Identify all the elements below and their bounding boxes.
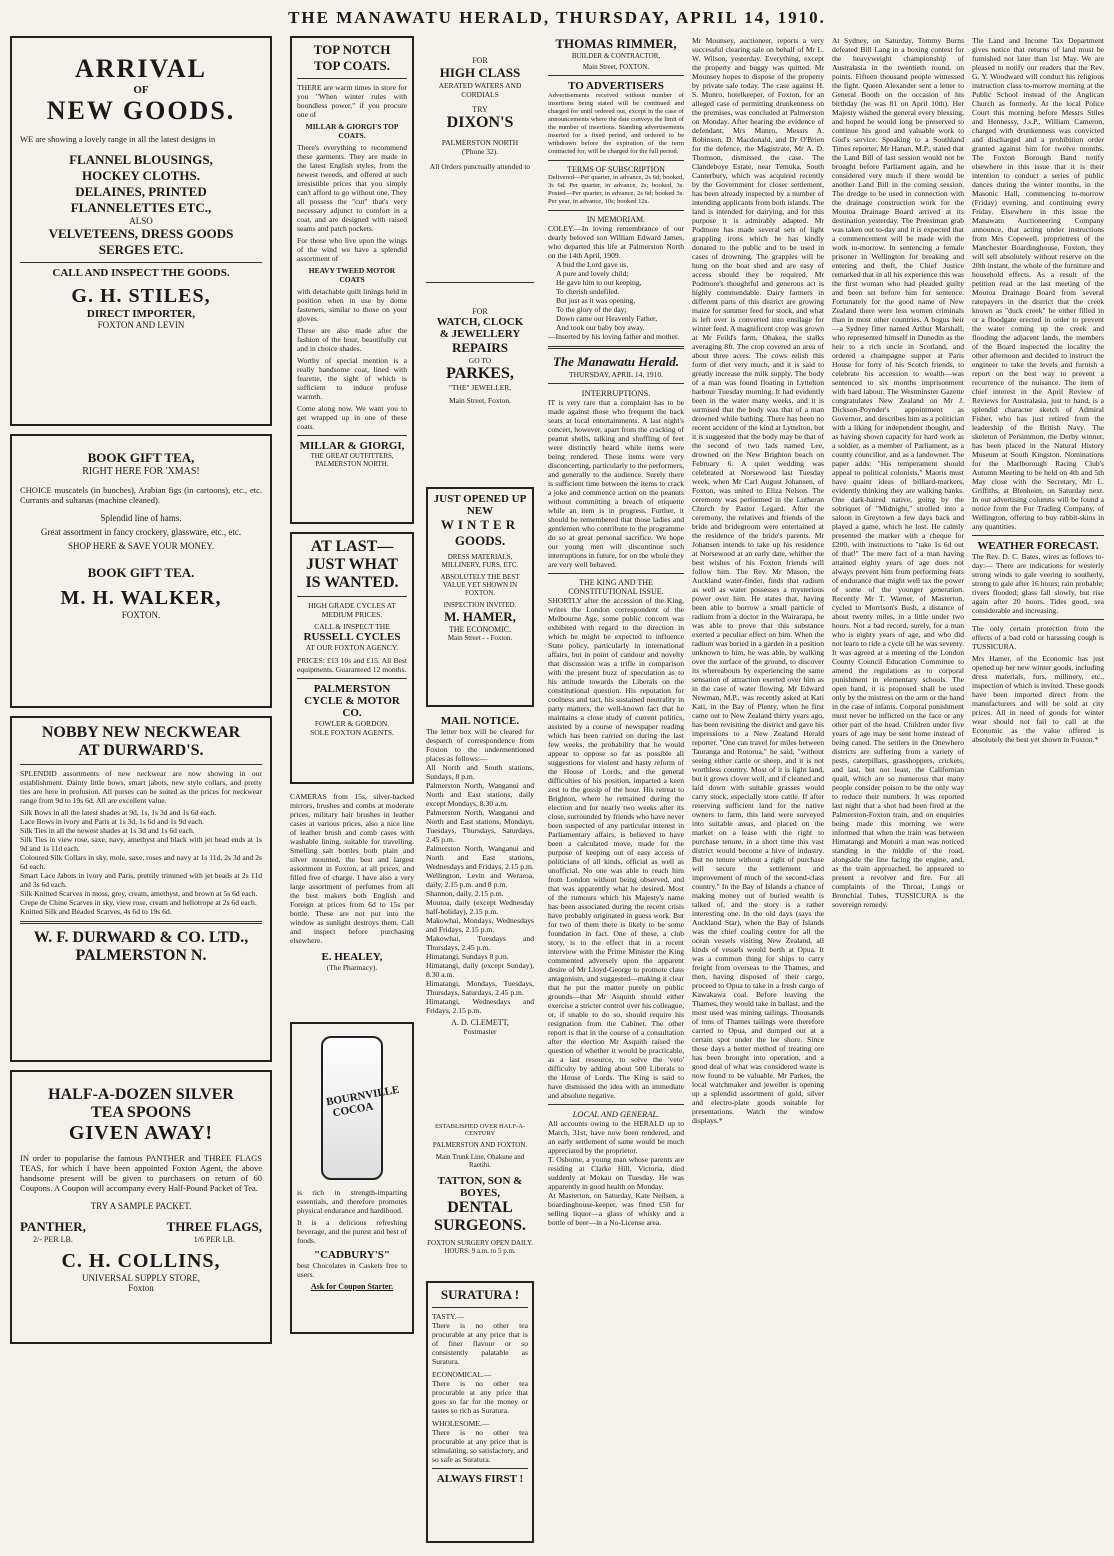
column-6 [832,36,964,1546]
ad-line: ESTABLISHED OVER HALF-A-CENTURY [434,1123,526,1137]
ad-line: HIGH GRADE CYCLES AT MEDIUM PRICES. [308,601,396,619]
ad-loc: PALMERSTON N. [75,947,207,964]
verse-line: To the glory of the day; [556,305,627,314]
mail-body: The letter box will be cleared for despatch of correspondence from Foxton to the undermentioned places as follows:— [426,727,534,763]
coupon-link: Ask for Coupon Starter. [310,1282,394,1291]
ad-line: Crepe de Chine Scarves in sky, view rose, cream and heliotrope at 2s 6d each. [20,898,257,907]
verse-line: He gave him to our keeping, [556,278,642,287]
tin-label: BOURNVILLE COCOA [325,1083,401,1120]
ad-body: IN order to popularise the famous PANTHER and THREE FLAGS TEAS, for which I have been appointed Foxton Agent, the above handsome present will be given to purchasers on return of 60 Coupons. A Coupon will accompany every Half-Pound Packet of Tea. [20,1153,262,1193]
ad-loc: Main Street, Foxton. [448,396,512,405]
price: 1/6 PER LB. [193,1235,235,1244]
brand: THREE FLAGS, [166,1219,262,1234]
mail-line: All North and South stations, Sundays, 8 p.m. [426,763,534,781]
item: FLANNEL BLOUSINGS, [69,152,213,167]
ad-name: TATTON, SON & BOYES, [437,1175,523,1199]
article-body: The only certain protection from the effects of a bad cold or harassing cough is TUSSICURA. [972,624,1104,651]
ad-loc: Main Street, FOXTON. [582,63,650,71]
ad-line: FOR [472,307,488,316]
ad-line: Splendid line of hams. [100,513,182,523]
ad-body: CHOICE muscatels (in bunches), Arabian figs (in cartoons), etc., etc. Currants and sultanas (machine cleaned). [20,485,262,505]
ad-title: NEW [466,505,494,517]
ad-hamer [426,487,534,707]
article-body: At Masterton, on Saturday, Kate Neilsen, a boardinghouse-keeper, was fined £50 for selling liquor—a glass of whisky and a bottle of beer—in a No-License area. [548,1191,684,1227]
notice-title: TO ADVERTISERS [568,80,664,92]
item: VELVETEENS, DRESS GOODS [48,226,234,241]
ad-title: BOOK GIFT TEA, [87,450,195,465]
ad-body: WE are showing a lovely range in all the latest designs in [20,134,216,144]
ad-collins [10,1070,272,1344]
ad-line: RUSSELL CYCLES [303,631,401,643]
ad-loc: FOXTON AND LEVIN [97,320,185,330]
ad-sub: (The Pharmacy). [326,963,378,972]
notice-title: IN MEMORIAM. [586,215,646,224]
ad-body: These are also made after the fashion of the hour, beautifully cut and in choice shades. [297,326,407,353]
verse-line: A pure and lovely child; [556,269,629,278]
ad-line: Silk Knitted Scarves in moss, grey, cream, amethyst, and brown at 5s 6d each. [20,889,258,898]
ad-body: is rich in strength-imparting essentials, and therefore promotes physical endurance and hardihood. [297,1188,407,1215]
column-2 [290,36,414,1546]
verse-line: A bud the Lord gave us, [556,260,629,269]
notice-body: COLEY.—In loving remembrance of our dearly beloved son William Edward James, who departed this life at Palmerston North on the 14th April, 1909. [548,224,684,260]
ad-sub: FOWLER & GORDON. [314,719,390,728]
notice-body: Delivered—Per quarter, in advance, 2s 6d; booked, 3s 6d. Per quarter, in advance, 2s; booked, 3s. Posted—Per quarter, in advance, 2s 6d; booked 3s. Per year, in advance, 10s; booked 12s. [548,174,684,205]
ad-sub: DIRECT IMPORTER, [86,308,196,320]
ad-head: ECONOMICAL.— [432,1370,492,1379]
mail-line: Palmerston North, Wanganui and North and East stations, daily except Mondays, 8.30 a.m. [426,781,534,808]
tea-brands [20,1219,262,1244]
ad-durward [10,716,272,1062]
ad-body: Worthy of special mention is a really handsome coat, lined with fearette, the sight of which is sufficient to induce profuse warmth. [297,356,407,401]
ad-title: HIGH CLASS [439,65,521,80]
mail-line: Palmerston North, Wanganui and North and East stations, Mondays, Tuesdays, Thursdays, Saturdays, 2.45 p.m. [426,808,534,844]
ad-line: FOR [472,56,488,65]
ad-title: & JEWELLERY [439,328,521,340]
ad-title: JUST WHAT [305,556,399,573]
verse-line: To cherish undefiled. [556,287,620,296]
article-body: The Land and Income Tax Department gives notice that returns of land must be furnished not later than 1st May. We are pleased to notify our readers that the Rev. G. Y. Woodward will conduct his religious instruction class to-morrow morning at the Public School instead of the Anglican Church as formerly. At the local Police Court this morning before Messrs Stiles and Hennessy, J.s.P., William Cameron, charged with drunkenness was convicted and discharged and a prohibition order granted against him for twelve months. The Foxton Borough Band notify elsewhere in this issue that it is their intention to conduct a series of public dances during the winter months, in the Masonic Hall, commencing to-morrow (Friday) evening, and continuing every Friday. Elsewhere in this issue the Manawatu Auctioneering Company announce, that acting under instructions from Mrs Copewell, proprietress of the Manchester Boardinghouse, Foxton, they will sell absolutely without reserve on the 20th instant, the whole of the furniture and household effects. As a result of the petition read at the last meeting of the Moutoa Drainage Board from several ratepayers in the district that the creek known as "duck creek" be either filled in or a floodgate erected in order to prevent the water coming up the creek and flooding the adjacent lands, the members of the Board inspected the locality the other afternoon and decided to instruct the engineer to take the levels and furnish a report on the best way to prevent a recurrence of the nuisance. The item of chief interest in the April Review of Reviews for Australasia, just to hand, is a splendid character sketch of Admiral Fisher, who has just retired from the leadership of the British Navy. The skeleton of Persimmon, the Derby winner, has been placed in the Natural History Museum at South Kingston. Nominations for the Marlborough Racing Club's Autumn Meeting to be held on 4th and 5th May close with the Secretary, Mr L. Griffiths, at Blenheim, on Saturday next. In our advertising columns will be found a notice from the Fur Trading Company, of Wellington, offering to buy rabbit-skins in any quantities. [972,36,1104,531]
mail-sign: A. D. CLEMETT, [451,1018,509,1027]
mail-line: Shannon, daily, 2.15 p.m. [426,889,504,898]
ad-rimmer [548,36,684,71]
ad-name: M. H. WALKER, [60,587,222,609]
ad-walker [10,434,272,708]
brand: "CADBURY'S" [313,1249,390,1261]
article-body: At Sydney, on Saturday, Tommy Burns defeated Bill Lang in a boxing contest for the heavyweight championship of Australasia in the twentieth round, on points. Fifteen thousand people witnessed the fight. Queen Alexander sent a letter to General Booth on the occasion of his birthday (he was 81 on April 10th). Her Majesty wished the general every blessing, and hoped he would long be preserved to continue his good and valuable work to God's service. Speaking to a Southland Times reporter, Mr Hanan, M.P., stated that the Land Bill of last session would not be brought before Parliament again, and he considered very much if there would be another Land Bill in the coming session. The dredge to be used in connection with the drainage construction work for the Moutoa Drainage Board arrived at its destination yesterday. The Preestman grab was taken out to-day and it is expected that a commencement will be made with the work to-morrow. In sentencing a female prisoner in Wellington for breaking and entering and theft, the Chief Justice remarked that in all his experience this was the first woman who had pleaded guilty and been set before him for sentence. Fortunately for the good name of New Zealand there were less women criminals than in most other countries. A bogus heir—a Sydney fitter named Arthur Marshall, who represented himself in Dunedin as the heir to a rich uncle in Scotland, and ordered a champagne supper at Paris House for forty of his Scotch friends, to celebrate his accession to wealth—was sentenced to six months imprisonment with hard labour. The Westminster Gazette congratulates New Zealand on Mr J. Dickson-Poynder's appointment as Governor, and describes him as a politician with a liking for independent thought, and as having shown capacity for hard work as a soldier, as a member of Parliament, as a county councillor, and as a landowner. The paper adds: "His temperament should appeal to political colonists." Maoris must have quaint ideas of billiard-markers, evidently thinking they are walking banks. One dark-haired native, going by the sobriquet of "Midnight," strolled into a saloon in Greytown a few days back and played a game, which he lost. He calmly presented the marker with a cheque for £200, with instructions to "take 1s 6d out of that!" The mere fact of a man having attained eighty years of age does not always prevent him from performing feats of endurance that might well tax the power of some of the younger generation. Recently Mr T. Warner, of Masterton, cycled to Morrison's Bush, a distance of about twenty miles, in a little under two hours. Not a bad record, surely, for a man who is eighty years of age, and who did not learn to ride a cycle till he was seventy. It was agreed at a meeting of the London County Council Education Committee to amend the regulations as to corporal punishment in elementary schools. The open hand, it is proposed shall be used only by the mistress on the arm or the hand in the case of infants. Corporal punishment must never be inflicted on the face or any other part of the head. Children under five years of age may be sent home instead of being caned. The settlers in the Onewhero districts are suffering from a variety of pests, caterpillars, grasshoppers, crickets, and last, but not least, the Californian quail, which are so numerous that many people consider poison to be the only way to reduce their numbers. It was reported last night that a shot had been fired at the Palmerston-Foxton train, and on enquiries being made this morning we were informed that when the train was between Himatangi and Motuiti a man was noticed standing in the middle of the road, alongside the line facing the engine, and, as the train approached, he appeared to present a revolver and fire. For all complaints of the Throat, Lungs or Bronchial Tubes, TUSSICURA is the sovereign remedy. [832,36,964,909]
ad-loc: SOLE FOXTON AGENTS. [310,728,394,737]
ad-loc: PALMERSTON NORTH [441,138,519,147]
mail-line: Himatangi, Sundays 8 p.m. [426,952,509,961]
ad-line: HOURS: 9 a.m. to 5 p.m. [444,1247,516,1255]
article-title: THE KING AND THE CONSTITUTIONAL ISSUE. [568,578,664,596]
ad-line: TRY [472,105,488,114]
ad-name: M. HAMER, [444,609,516,624]
paper-date: THURSDAY, APRIL 14, 1910. [569,370,663,379]
ad-name: W. F. DURWARD & CO. LTD., [33,929,249,946]
article-title: LOCAL AND GENERAL. [572,1109,660,1119]
paper-title: The Manawatu Herald. [552,354,680,369]
article-body: All accounts owing to the HERALD up to March, 31st, have now been rendered, and an early settlement of same would be much appreciated by the proprietor. [548,1119,684,1155]
article-body: Mrs Hamer, of the Economic has just opened up her new winter goods, including dress materials, furs, millinery, etc., inspection of which is invited. These goods have been imported direct from the manufacturers and will be sold at city prices. All in need of goods for winter wear should not fail to call at the Economic as the value offered is absolutely the best yet shown in Foxton.* [972,654,1104,744]
ad-title: TOP COATS. [313,58,391,73]
ad-body: There is no other tea procurable at any price that is stimulating, so satisfactory, and so safe as Suratura. [432,1428,528,1464]
notice-body: Advertisements received without number of insertions being stated will be continued and charged for until ordered out, except in the case of announcements where the date conveys the limit of the number of insertions. Standing advertisements inserted for a fixed period, and ordered to be withdrawn before the expiration of the term contracted for, will be charged for the full period. [548,92,684,155]
item: DELAINES, PRINTED [75,184,207,199]
mail-line: Himatangi, Wednesdays and Fridays, 2.15 p.m. [426,997,534,1015]
article-body: Mr Mounsey, auctioneer, reports a very successful clearing sale on behalf of Mr L. W. Wilson, yesterday. Everything, except the property and buggy was quitted. Mr Mounsey hopes to dispose of the property by private sale today. The case against H. S. Munro, hotelkeeper, of Foxton, for an alleged case of permitting drunkenness on the premises, was concluded at Palmerston on Monday. After hearing the evidence of defendant, Mrs Munro, Messrs A. Robinson, D. Macdonald, and Dr O'Brien for the defence, the Magistrate, Mr A. D. Thomson, dismissed the case. The Clandeboye Estate, near Temuka, South Canterbury, which was acquired recently by the Government for closer settlement, has been already inspected by a number of intending applicants from both islands. The land is intended for dairying, and for this purpose it is admirably adapted. Mr Podmore has made several sets of light grappling irons which he has kindly donated to the public and to be used in cases of drowning. The grapples will be hung on the boat shed and are easy of access should they be required. Mr Podmore's thoughtful and generous act is highly commendable. Dairy farmers in different parts of this district are growing maize for summer feed for stock, and what is left over is converted into ensilage for winter feed. A magnificent crop was grown at Mr Feild's farm, Ohakea, the stalks averaging 8ft. The crop covered an area of about three acres. The cows relish this form of diet very much, and it is said to greatly increase the milk supply. The body of a man was found floating in Lyttelton harbour Tuesday morning. It had evidently been in the water many weeks, and it is surmised that the body was that of a man drowned while bathing. There has been no recent accident of the kind at Lyttelton, but it is suggested that the body may be that of the second of two lads named Lee, drowned on the New Brighton beach on February 6. A quiet wedding was celebrated at Norsewood last Tuesday week, when Mr Carl August Johansen, of Foxton, was united to Eliza Nelson. The ceremony was performed in the Lutheran Church by Pastor Legard. After the ceremony, the relatives and friends of the bride and bridegroom were entertained at the residence of the bride's parents. Mr Johansen intends to take up his residence at Norsewood at an early date, whither the best wishes of his Foxton friends will follow him. The Rev. Mr Mason, the Auckland water-finder, finds that radium as well as water possesses a mysterious power over him. He states that, having been able to borrow a small particle of radium from a doctor in the Wairarapa, he was able to prove that this substance exerted a peculiar effect on him. When the radium was buried in a garden in a position unknown to him, he was able, by walking over the surface of the ground, to discover its whereabouts by experiencing the same sensation of attraction exerted over him as in the case of water flowing. Mr Edward Newman, M.P., was recently asked at Kati Kati, in the Bay of Plenty, when he first came out to New Zealand thirty years ago, has been revisiting the district and gave his impressions to a New Zealand Herald reporter. "One can travel for miles between Tauranga and Rotorua," he said, "without seeing either cattle or sheep, and it is not worthless country. Most of it is light land, but it grows clover well, and if cleaned and laid down with suitable grasses would carry stock, especially store cattle. If after reserving sufficient land for the native owners to farm, this land were surveyed into suitable areas, and placed on the market on a lease with the right to purchase tenure, in a short time this vast district would become a hive of industry. But no tenure without a right of purchase will secure the settlement and improvement of much of the second-class country." In the Bay of Islands a chance of making money out of buried wealth is talked of, and the story is a rather interesting one. In the old days (says the Auckland Star), when the Bay of Islands was the chief coaling centre for all the ocean vessels visiting New Zealand, all kinds of vessels would berth at Opua. It was a common thing for ships to carry freight from overseas to the Thames, and then, having disposed of their cargo, proceed to Opua to take in a fresh cargo of Kawakawa coal. Before leaving the Thames, they would take in ballast, and the most used was mining tailings. Thousands of tons of Thames tailings were therefore carried to Opua, and dumped out at a certain spot under the lee shore. Since those days a better method of treating ore has been brought into operation, and a good deal of what was considered waste is now found to be valuable. Mr Parkes, the local watchmaker and jeweller is opening up a splendid assortment of gold, silver and electro-plate goods suitable for presentations. Watch the window displays.* [692,36,824,1125]
mail-title: MAIL NOTICE. [440,715,520,727]
ad-name: MILLAR & GIORGI, [299,440,405,452]
ad-title: AT DURWARD'S. [78,742,204,759]
ad-line: Smart Lace Jabots in ivory and Paris, prettily trimmed with jet beads at 2s 11d and 3s 6d each. [20,871,262,889]
ad-head: TASTY.— [432,1312,464,1321]
ad-loc: Foxton [128,1283,154,1293]
ad-foot: ALWAYS FIRST ! [436,1473,524,1485]
ad-sub: THE GREAT OUTFITTERS, [310,452,394,460]
ad-line: AT OUR FOXTON AGENCY. [305,643,399,652]
ad-name: G. H. STILES, [71,285,211,307]
cta: CALL AND INSPECT THE GOODS. [52,267,230,279]
ad-dixon [426,56,534,278]
ad-parkes [426,307,534,487]
ad-title: TEA SPOONS [90,1104,192,1121]
ad-suratura [426,1281,534,1543]
ad-line: Silk Bows in all the latest shades at 9d, 1s, 1s 3d and 1s 6d each. [20,808,217,817]
ad-title: DENTAL [447,1199,513,1216]
mail-line: Makowhai, Tuesdays and Thursdays, 2.45 p.m. [426,934,534,952]
article-title: INTERRUPTIONS. [581,388,651,398]
ad-stiles [10,36,272,426]
ad-loc: PALMERSTON NORTH. [315,460,389,468]
ad-healey [290,792,414,1022]
ad-title: JUST OPENED UP [433,493,527,505]
ad-line: All Orders punctually attended to [429,162,531,171]
mail-line: Wellington, Levin and Weraroa, daily, 2.15 p.m. and 8 p.m. [426,871,534,889]
ad-sub: AERATED WATERS AND CORDIALS [438,81,522,99]
ad-title: SURGEONS. [433,1217,527,1234]
ad-title: OF [133,84,149,96]
ad-body: SPLENDID assortments of new neckwear are now showing in our establishment. Dainty little bows, smart jabots, new style collars, and pretty ties are here in profusion. All purses can be suited as the prices for neckwear range from 9d to 19s 6d. All are excellent value. [20,769,262,805]
ad-body: with detachable quilt linings held in position when in use by dome fasteners, similar to those on your gloves. [297,287,407,323]
ad-line: GO TO [468,356,492,365]
verse-line: And took our baby boy away. [556,323,645,332]
verse [548,260,684,332]
article-body: SHORTLY after the accession of the King, writes the London correspondent of the Melbourne Age, some public concern was exhibited with regard to the direction in which he might be expected to influence State policy, particularly in international affairs, but in point of candour and novelty that discussion was a trifle in comparison with the present buzz of speculation as to his attitude towards the Liberals on the constitutional question. His reputation for coolness and tact, his sustained neutrality in party matters, the well-known fact that he maintains a close study of current politics, assisted by a course of newspaper reading which has been carried on during the last few weeks, the probability that he would appear to oppose so far as possible all suggestions for violent and hasty reform of the House of Lords, and the general difficulties of his position, imparted a keen zest to the gossip of the hour. His retreat to Brighton, where he remained during the election and for nearly two weeks after its close, surrounded by friends who have never been suspected of any particular interest in Parliamentary affairs, is believed to have been a calculated move, made for the purpose of keeping out of easy access of politicians of all kinds, official as well as unofficial. No one was able to reach him from London without being observed, and that was apparently what he desired. Most of the rumours which his Majesty's name has been associated during the recent crisis have probably originated in guess work. But for two of them there is likely to be some foundation in fact. One of these, a club story, is to the effect that in a recent interview with the Prime Minister the King commented adversely upon the apparent desire of Mr Lloyd-George to promote class antagonism, and suggested—making it clear that he put the matter purely on public grounds—that Mr Asquith should either exercise a stricter control over his colleague, or, if unable to do so, should require his resignation from the Cabinet. The other report is that in the course of a consultation after the election Mr Asquith raised the question of whether it would be practicable, as a last resource, to solve the 'veto' difficulty by adding about 500 Liberals to the House of Lords. The King is said to have dismissed the idea with an immediate and absolute negative. [548,596,684,1100]
mail-line: Palmerston North, Wanganui and North and East stations, Wednesdays and Fridays, 2.15 p.m. [426,844,534,871]
mail-notice [426,715,534,1123]
ad-title: REPAIRS [451,340,509,355]
ad-name: PALMERSTON CYCLE & MOTOR CO. [304,683,400,719]
item: FLANNELETTES ETC., [70,200,212,215]
ad-title: NEW GOODS. [46,96,236,125]
ad-line: CALL & INSPECT THE [314,622,390,631]
article-body: IT is very rare that a complaint has to be made against those who frequent the back seats at local entertainments. A last night's concert, however, apart from the cracking of peanut shells, talking and shuffling of feet were distinctly heard while items were being rendered. These items were very disconcerting, particularly to the performers, and generally to the audience. Surely there is sufficient time between the items to crack a joke and commence action on the peanuts without committing a breach of etiquette while an item is in progress. Further, it should be remembered that those ladies and gentlemen who contribute to the programme do so at great personal sacrifice. We hope our young men will discontinue such interruptions in future, for on the whole they are very well behaved. [548,398,684,569]
mail-line: Himatangi, Mondays, Tuesdays, Thursdays, Saturdays, 2.45 p.m. [426,979,534,997]
ad-title: WATCH, CLOCK [436,316,524,328]
column-3 [426,36,534,1546]
column-1 [10,36,272,1546]
notice-body: —Inserted by his loving father and mother. [548,332,679,341]
notice-title: TERMS OF SUBSCRIPTION [567,165,665,174]
ad-body: There is no other tea procurable at any price that goes so far for the money or tastes so rich as Suratura. [432,1379,528,1415]
ad-body: best Chocolates in Caskets free to users. [297,1261,407,1279]
column-5 [692,36,824,1546]
ad-name: PARKES, [446,365,514,382]
ad-sub: UNIVERSAL SUPPLY STORE, [81,1273,201,1283]
ad-millar [290,36,414,524]
ad-body: For those who live upon the wings of the wind we have a splendid assortment of [297,236,407,263]
ad-line: DRESS MATERIALS, MILLINERY, FURS, ETC. [441,553,519,569]
ad-head: WHOLESOME.— [432,1419,490,1428]
ad-loc: FOXTON. [121,610,161,620]
ad-line: Knitted Silk and Beaded Scarves, 4s 6d to 19s 6d. [20,907,172,916]
mail-role: Postmaster [463,1027,497,1036]
article-body: T. Osborne, a young man whose parents are residing at Clarke Hill, Victoria, died suddenly at Mokau on Tuesday. He was apparently in good health on Monday. [548,1155,684,1191]
price: 2/- PER LB. [33,1235,73,1244]
ad-title: GIVEN AWAY! [68,1122,214,1144]
ad-cocoa [290,1022,414,1334]
ad-line: Great assortment in fancy crockery, glassware, etc., etc. [40,527,242,537]
column-4 [548,36,684,1546]
weather-body: The Rev. D. C. Bates, wires as follows to-day:— There are indications for westerly strong winds to gale veering to southerly, strong to gale after 16 hours; rain probable; rivers flooded; glass fall slowly, but rise again after 20 hours. Tides good, sea considerable and increasing. [972,552,1104,615]
cocoa-tin-icon [321,1036,401,1180]
ad-title: GOODS. [454,533,506,548]
ad-name: DIXON'S [446,114,514,131]
ad-title: BOOK GIFT TEA. [87,565,195,580]
masthead: THE MANAWATU HERALD, THURSDAY, APRIL 14, 1910. [288,8,826,27]
verse-line: But just as it was opening, [556,296,636,305]
ad-line: ('Phone 32). [461,147,499,156]
ad-sub: THE ECONOMIC. [448,625,512,634]
ad-body: It is a delicious refreshing beverage, and the purest and best of foods. [297,1218,407,1245]
ad-line: TRY A SAMPLE PACKET. [90,1201,192,1211]
ad-tatton [426,1123,534,1281]
ad-line: SHOP HERE & SAVE YOUR MONEY. [67,541,215,551]
ad-title: TOP NOTCH [313,42,391,57]
ad-title: AT LAST— [310,538,394,555]
ad-title: HALF-A-DOZEN SILVER [48,1086,234,1103]
ad-line: Coloured Silk Collars in sky, mole, saxe, roses and navy at 1s 11d, 2s 3d and 2s 6d each. [20,853,262,871]
ad-body: There's everything to recommend these garments. They are made in the latest English styles, from the newest tweeds, and offered at such irresistible prices that you simply can't afford to go without one. They all possess the "cut" that's very necessary adjunct to comfort in a coat, and are designed with raised seams and patch pockets. [297,143,407,233]
ad-title: IS WANTED. [305,574,399,591]
ad-title: WINTER [440,517,520,532]
ad-title: SURATURA ! [440,1287,520,1302]
mail-line: Himatangi, daily (except Sunday), 8.30 a.m. [426,961,534,979]
ad-line: Silk Ties in all the newest shades at 1s 3d and 1s 6d each. [20,826,195,835]
ad-name: E. HEALEY, [321,951,383,963]
verse-line: Down came our Heavenly Father, [556,314,658,323]
item: HOCKEY CLOTHS. [82,168,200,183]
ad-body: THERE are warm times in store for you "When winter rules with boundless power," if you procure one of [297,83,407,119]
ad-name: THOMAS RIMMER, [555,36,677,51]
column-7 [972,36,1104,1546]
mail-line: Moutoa, daily (except Wednesday half-holiday), 2.15 p.m. [426,898,534,916]
ad-body: CAMERAS from 15s, silver-backed mirrors, brushes and combs at moderate prices, military hair brushes in leather cases at various prices, also a nice line of leather brush and comb cases with washable lining, suitable for travelling. Smelling salt bottles both plain and silver mounted, the best and largest assortment in Foxton, at all prices, and filled free of charge. I have also a very large assortment of perfumes from all the best makers both English and Foreign at prices from 6d to 15s per bottle. These are not put into the window as sunlight destroys them. Call and inspect before purchasing elsewhere. [290,792,414,945]
ad-sub: "THE" JEWELLER, [448,383,512,392]
ad-sub: RIGHT HERE FOR 'XMAS! [82,466,200,477]
weather-title: WEATHER FORECAST. [977,540,1099,552]
ad-line: INSPECTION INVITED. [443,601,517,609]
ad-title: ARRIVAL [75,54,207,83]
brand: HEAVY TWEED MOTOR COATS [308,266,396,284]
mail-line: Makowhai, Mondays, Wednesdays and Fridays, 2.15 p.m. [426,916,534,934]
ad-body: PRICES: £13 10s and £15. All Best equipments. Guaranteed 12 months. [297,656,407,674]
brand: PANTHER, [20,1219,86,1234]
brand: MILLAR & GIORGI'S TOP COATS. [305,122,399,140]
ad-line: Main Trunk Line, Ohakune and Raetihi. [435,1153,525,1169]
ad-cycle [290,532,414,784]
ad-body: Come along now. We want you to get wrapped up in one of these coats. [297,404,407,431]
ad-sub: BUILDER & CONTRACTOR, [571,52,661,60]
ad-loc: Main Street - - Foxton. [447,634,513,642]
ad-body: There is no other tea procurable at any price that is of finer flavour or so consistently palatable as Suratura. [432,1321,528,1366]
ad-line: FOXTON SURGERY OPEN DAILY. [427,1239,533,1247]
item: SERGES ETC. [98,242,184,257]
ad-title: NOBBY NEW NECKWEAR [41,724,241,741]
ad-line: Lace Bows in ivory and Paris at 1s 3d, 1s 6d and 1s 9d each. [20,817,204,826]
ad-line: ABSOLUTELY THE BEST VALUE YET SHOWN IN FOXTON. [440,573,520,597]
ad-line: PALMERSTON AND FOXTON. [432,1141,528,1149]
ad-name: C. H. COLLINS, [61,1250,221,1272]
ad-line: Silk Ties in view rose, saxe, navy, amethyst and black with jet bead ends at 1s 9d and 1s 11d each. [20,835,262,853]
item: ALSO [129,216,153,226]
